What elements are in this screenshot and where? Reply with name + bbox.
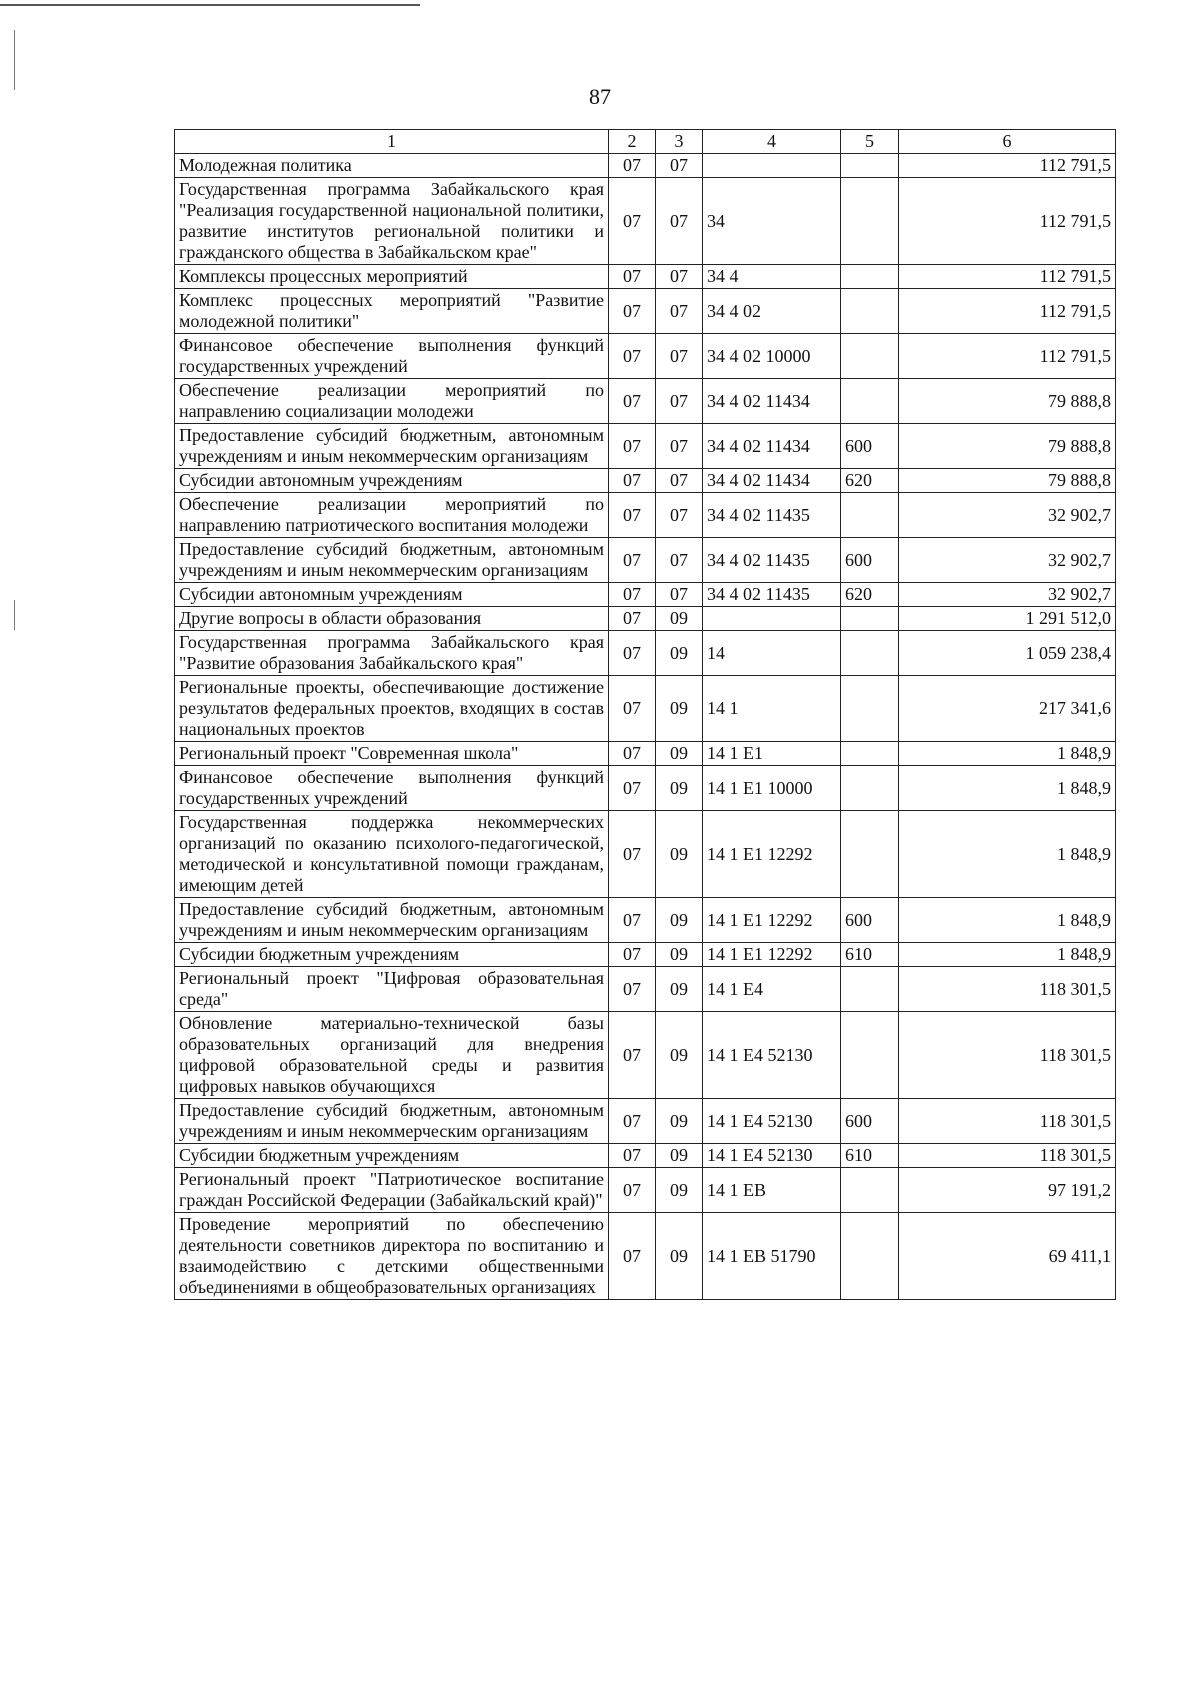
row-sum-cell: 1 848,9 — [899, 898, 1116, 943]
table-row — [175, 766, 1116, 811]
row-podrazdel-cell: 07 — [656, 334, 703, 379]
row-vr-cell: 620 — [841, 583, 899, 607]
scan-margin-mark — [14, 600, 15, 630]
row-vr-cell — [841, 154, 899, 178]
table-row — [175, 265, 1116, 289]
row-podrazdel-cell: 07 — [656, 538, 703, 583]
row-csr-cell: 14 1 EB 51790 — [703, 1213, 841, 1300]
row-vr-cell: 600 — [841, 898, 899, 943]
row-csr-cell: 34 4 — [703, 265, 841, 289]
row-vr-cell — [841, 766, 899, 811]
row-vr-cell — [841, 379, 899, 424]
row-sum-cell: 112 791,5 — [899, 178, 1116, 265]
row-name-cell: Государственная поддержка некоммерческих организаций по оказанию психолого-педагогической, методической и консультативной помощи гражданам, имеющим детей — [175, 811, 609, 898]
row-razdel-cell: 07 — [609, 334, 656, 379]
row-name-cell: Комплексы процессных мероприятий — [175, 265, 609, 289]
row-razdel-cell: 07 — [609, 676, 656, 742]
row-csr-cell: 14 1 E1 12292 — [703, 898, 841, 943]
row-sum-cell: 118 301,5 — [899, 1012, 1116, 1099]
row-sum-cell: 112 791,5 — [899, 154, 1116, 178]
row-name-cell: Молодежная политика — [175, 154, 609, 178]
row-name-cell: Другие вопросы в области образования — [175, 607, 609, 631]
scan-margin-mark — [14, 30, 15, 90]
row-csr-cell: 14 — [703, 631, 841, 676]
row-razdel-cell: 07 — [609, 1144, 656, 1168]
table-row — [175, 469, 1116, 493]
table-row — [175, 178, 1116, 265]
row-sum-cell: 112 791,5 — [899, 289, 1116, 334]
row-vr-cell: 600 — [841, 424, 899, 469]
budget-table — [174, 129, 1116, 1300]
row-podrazdel-cell: 09 — [656, 1168, 703, 1213]
row-sum-cell: 32 902,7 — [899, 538, 1116, 583]
row-podrazdel-cell: 07 — [656, 379, 703, 424]
row-csr-cell: 34 4 02 11435 — [703, 583, 841, 607]
row-csr-cell: 14 1 E4 52130 — [703, 1012, 841, 1099]
row-vr-cell: 600 — [841, 538, 899, 583]
row-podrazdel-cell: 09 — [656, 811, 703, 898]
row-vr-cell — [841, 811, 899, 898]
row-vr-cell — [841, 1168, 899, 1213]
row-sum-cell: 217 341,6 — [899, 676, 1116, 742]
row-podrazdel-cell: 07 — [656, 178, 703, 265]
scan-edge-artifact — [0, 4, 420, 6]
row-csr-cell: 34 4 02 11435 — [703, 493, 841, 538]
row-vr-cell — [841, 493, 899, 538]
row-csr-cell: 34 4 02 11434 — [703, 424, 841, 469]
row-razdel-cell: 07 — [609, 898, 656, 943]
row-sum-cell: 1 848,9 — [899, 742, 1116, 766]
row-razdel-cell: 07 — [609, 469, 656, 493]
row-razdel-cell: 07 — [609, 154, 656, 178]
row-csr-cell: 14 1 E4 52130 — [703, 1144, 841, 1168]
row-podrazdel-cell: 09 — [656, 607, 703, 631]
row-sum-cell: 1 848,9 — [899, 766, 1116, 811]
row-podrazdel-cell: 07 — [656, 469, 703, 493]
row-razdel-cell: 07 — [609, 265, 656, 289]
table-row — [175, 334, 1116, 379]
row-sum-cell: 1 848,9 — [899, 811, 1116, 898]
table-row — [175, 742, 1116, 766]
row-name-cell: Региональный проект "Цифровая образовательная среда" — [175, 967, 609, 1012]
row-csr-cell: 34 4 02 10000 — [703, 334, 841, 379]
row-sum-cell: 112 791,5 — [899, 265, 1116, 289]
row-name-cell: Субсидии бюджетным учреждениям — [175, 1144, 609, 1168]
row-name-cell: Предоставление субсидий бюджетным, автономным учреждениям и иным некоммерческим организациям — [175, 424, 609, 469]
row-podrazdel-cell: 07 — [656, 493, 703, 538]
row-csr-cell — [703, 154, 841, 178]
row-podrazdel-cell: 09 — [656, 943, 703, 967]
row-name-cell: Обеспечение реализации мероприятий по направлению социализации молодежи — [175, 379, 609, 424]
row-vr-cell — [841, 631, 899, 676]
row-vr-cell — [841, 178, 899, 265]
header-col-podrazdel: 3 — [656, 130, 703, 154]
row-razdel-cell: 07 — [609, 766, 656, 811]
row-vr-cell: 610 — [841, 1144, 899, 1168]
row-podrazdel-cell: 07 — [656, 424, 703, 469]
row-razdel-cell: 07 — [609, 1168, 656, 1213]
table-row — [175, 607, 1116, 631]
row-csr-cell: 14 1 — [703, 676, 841, 742]
table-row — [175, 898, 1116, 943]
row-name-cell: Предоставление субсидий бюджетным, автономным учреждениям и иным некоммерческим организациям — [175, 1099, 609, 1144]
row-vr-cell — [841, 1012, 899, 1099]
row-sum-cell: 1 848,9 — [899, 943, 1116, 967]
row-sum-cell: 69 411,1 — [899, 1213, 1116, 1300]
row-name-cell: Предоставление субсидий бюджетным, автономным учреждениям и иным некоммерческим организациям — [175, 538, 609, 583]
table-row — [175, 943, 1116, 967]
row-csr-cell: 14 1 E1 — [703, 742, 841, 766]
row-podrazdel-cell: 07 — [656, 265, 703, 289]
row-sum-cell: 118 301,5 — [899, 967, 1116, 1012]
row-name-cell: Государственная программа Забайкальского края "Развитие образования Забайкальского края" — [175, 631, 609, 676]
row-name-cell: Финансовое обеспечение выполнения функций государственных учреждений — [175, 766, 609, 811]
row-vr-cell — [841, 334, 899, 379]
row-csr-cell: 14 1 E1 10000 — [703, 766, 841, 811]
header-col-vr: 5 — [841, 130, 899, 154]
row-sum-cell: 79 888,8 — [899, 379, 1116, 424]
row-csr-cell: 34 4 02 11434 — [703, 469, 841, 493]
row-vr-cell — [841, 742, 899, 766]
row-sum-cell: 97 191,2 — [899, 1168, 1116, 1213]
row-name-cell: Региональный проект "Патриотическое воспитание граждан Российской Федерации (Забайкальский край)" — [175, 1168, 609, 1213]
row-vr-cell: 610 — [841, 943, 899, 967]
table-row — [175, 289, 1116, 334]
row-name-cell: Обновление материально-технической базы образовательных организаций для внедрения цифровой образовательной среды и развития цифровых навыков обучающихся — [175, 1012, 609, 1099]
row-name-cell: Предоставление субсидий бюджетным, автономным учреждениям и иным некоммерческим организациям — [175, 898, 609, 943]
table-row — [175, 154, 1116, 178]
row-csr-cell — [703, 607, 841, 631]
row-csr-cell: 14 1 EB — [703, 1168, 841, 1213]
row-podrazdel-cell: 09 — [656, 1012, 703, 1099]
row-razdel-cell: 07 — [609, 943, 656, 967]
row-name-cell: Субсидии автономным учреждениям — [175, 469, 609, 493]
row-podrazdel-cell: 09 — [656, 742, 703, 766]
table-row — [175, 631, 1116, 676]
header-col-sum: 6 — [899, 130, 1116, 154]
row-razdel-cell: 07 — [609, 811, 656, 898]
table-row — [175, 424, 1116, 469]
row-sum-cell: 79 888,8 — [899, 424, 1116, 469]
table-header-row — [175, 130, 1116, 154]
row-razdel-cell: 07 — [609, 1012, 656, 1099]
row-name-cell: Региональный проект "Современная школа" — [175, 742, 609, 766]
row-vr-cell — [841, 676, 899, 742]
page-number: 87 — [589, 84, 611, 109]
row-sum-cell: 79 888,8 — [899, 469, 1116, 493]
row-razdel-cell: 07 — [609, 631, 656, 676]
row-podrazdel-cell: 07 — [656, 583, 703, 607]
table-row — [175, 1099, 1116, 1144]
row-podrazdel-cell: 09 — [656, 676, 703, 742]
row-podrazdel-cell: 09 — [656, 1099, 703, 1144]
row-sum-cell: 32 902,7 — [899, 493, 1116, 538]
table-row — [175, 379, 1116, 424]
table-body — [175, 154, 1116, 1300]
row-razdel-cell: 07 — [609, 742, 656, 766]
row-csr-cell: 34 4 02 11434 — [703, 379, 841, 424]
table-row — [175, 967, 1116, 1012]
table-row — [175, 538, 1116, 583]
row-razdel-cell: 07 — [609, 178, 656, 265]
row-csr-cell: 34 4 02 11435 — [703, 538, 841, 583]
row-csr-cell: 14 1 E1 12292 — [703, 811, 841, 898]
row-name-cell: Проведение мероприятий по обеспечению деятельности советников директора по воспитанию и взаимодействию с детскими общественными объединениями в общеобразовательных организациях — [175, 1213, 609, 1300]
row-name-cell: Субсидии автономным учреждениям — [175, 583, 609, 607]
header-col-razdel: 2 — [609, 130, 656, 154]
row-podrazdel-cell: 07 — [656, 154, 703, 178]
row-csr-cell: 34 4 02 — [703, 289, 841, 334]
row-csr-cell: 14 1 E4 52130 — [703, 1099, 841, 1144]
row-name-cell: Обеспечение реализации мероприятий по направлению патриотического воспитания молодежи — [175, 493, 609, 538]
table-row — [175, 1012, 1116, 1099]
row-sum-cell: 1 059 238,4 — [899, 631, 1116, 676]
row-razdel-cell: 07 — [609, 424, 656, 469]
row-vr-cell — [841, 607, 899, 631]
row-podrazdel-cell: 07 — [656, 289, 703, 334]
row-vr-cell — [841, 265, 899, 289]
row-razdel-cell: 07 — [609, 379, 656, 424]
row-sum-cell: 112 791,5 — [899, 334, 1116, 379]
row-razdel-cell: 07 — [609, 607, 656, 631]
row-name-cell: Региональные проекты, обеспечивающие достижение результатов федеральных проектов, входящих в состав национальных проектов — [175, 676, 609, 742]
row-podrazdel-cell: 09 — [656, 967, 703, 1012]
table-row — [175, 1168, 1116, 1213]
row-podrazdel-cell: 09 — [656, 1144, 703, 1168]
header-col-name: 1 — [175, 130, 609, 154]
row-razdel-cell: 07 — [609, 493, 656, 538]
row-csr-cell: 14 1 E4 — [703, 967, 841, 1012]
row-sum-cell: 32 902,7 — [899, 583, 1116, 607]
row-razdel-cell: 07 — [609, 583, 656, 607]
row-sum-cell: 118 301,5 — [899, 1099, 1116, 1144]
row-vr-cell — [841, 1213, 899, 1300]
row-csr-cell: 14 1 E1 12292 — [703, 943, 841, 967]
row-sum-cell: 118 301,5 — [899, 1144, 1116, 1168]
row-podrazdel-cell: 09 — [656, 1213, 703, 1300]
row-razdel-cell: 07 — [609, 538, 656, 583]
row-name-cell: Комплекс процессных мероприятий "Развитие молодежной политики" — [175, 289, 609, 334]
row-vr-cell — [841, 967, 899, 1012]
row-vr-cell: 600 — [841, 1099, 899, 1144]
row-csr-cell: 34 — [703, 178, 841, 265]
table-row — [175, 1144, 1116, 1168]
table-row — [175, 811, 1116, 898]
row-podrazdel-cell: 09 — [656, 898, 703, 943]
row-razdel-cell: 07 — [609, 1099, 656, 1144]
row-name-cell: Субсидии бюджетным учреждениям — [175, 943, 609, 967]
row-vr-cell: 620 — [841, 469, 899, 493]
row-vr-cell — [841, 289, 899, 334]
row-name-cell: Государственная программа Забайкальского края "Реализация государственной национальной политики, развитие институтов региональной политики и гражданского общества в Забайкальском крае" — [175, 178, 609, 265]
row-razdel-cell: 07 — [609, 967, 656, 1012]
row-sum-cell: 1 291 512,0 — [899, 607, 1116, 631]
row-razdel-cell: 07 — [609, 289, 656, 334]
table-row — [175, 583, 1116, 607]
table-row — [175, 676, 1116, 742]
row-podrazdel-cell: 09 — [656, 766, 703, 811]
row-name-cell: Финансовое обеспечение выполнения функций государственных учреждений — [175, 334, 609, 379]
row-podrazdel-cell: 09 — [656, 631, 703, 676]
table-row — [175, 1213, 1116, 1300]
table-row — [175, 493, 1116, 538]
row-razdel-cell: 07 — [609, 1213, 656, 1300]
header-col-csr: 4 — [703, 130, 841, 154]
